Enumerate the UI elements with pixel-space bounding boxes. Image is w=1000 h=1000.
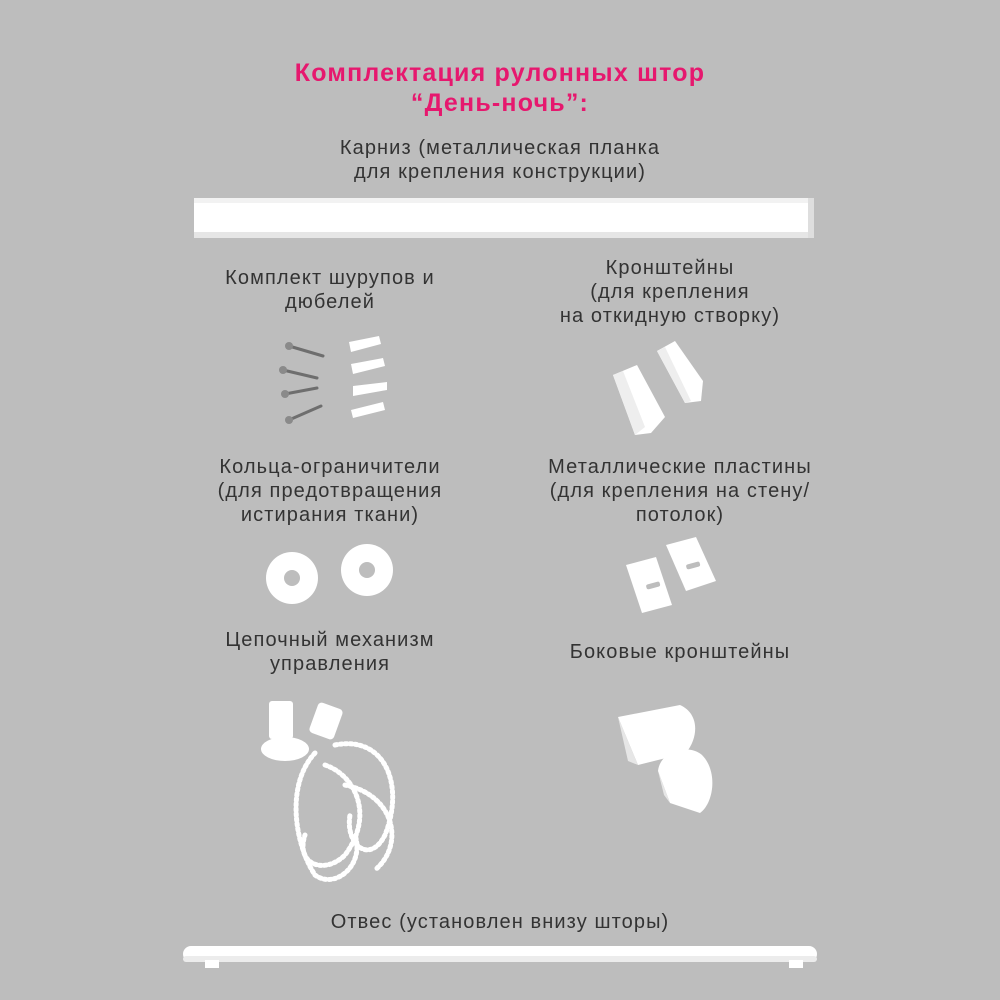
weight-bar-label-line-1: Отвес (установлен внизу шторы) bbox=[330, 911, 670, 933]
metal-plates-illustration bbox=[620, 535, 725, 615]
chain-mechanism-label bbox=[190, 628, 470, 676]
brackets-sash-label-line-1: Кронштейны bbox=[605, 257, 735, 279]
cornice-label-line-2: для крепления конструкции) bbox=[354, 161, 646, 183]
brackets-sash-label-line-3: на откидную створку) bbox=[559, 305, 781, 327]
metal-plates-label-line-1: Металлические пластины bbox=[548, 456, 812, 478]
title-line-1: Комплектация рулонных штор bbox=[294, 59, 706, 87]
screws-dowels-illustration bbox=[275, 330, 405, 430]
screws-label-line-1: Комплект шурупов и bbox=[225, 267, 435, 289]
metal-plates-label bbox=[520, 455, 840, 527]
limit-rings-label bbox=[180, 455, 480, 527]
sash-brackets-illustration bbox=[605, 335, 715, 440]
brackets-sash-label bbox=[530, 256, 810, 328]
brackets-sash-label-line-2: (для крепления bbox=[590, 281, 750, 303]
metal-plates-label-line-3: потолок) bbox=[635, 504, 725, 526]
weight-bar-label bbox=[250, 910, 750, 934]
screws-label bbox=[190, 266, 470, 314]
page-title bbox=[0, 58, 1000, 118]
chain-mechanism-label-line-1: Цепочный механизм bbox=[225, 629, 435, 651]
limit-rings-label-line-3: истирания ткани) bbox=[240, 504, 420, 526]
side-brackets-illustration bbox=[610, 695, 730, 825]
chain-mechanism-label-line-2: управления bbox=[269, 653, 391, 675]
limit-rings-illustration bbox=[262, 540, 402, 610]
side-brackets-label bbox=[540, 640, 820, 664]
limit-rings-label-line-1: Кольца-ограничители bbox=[219, 456, 441, 478]
side-brackets-label-line-1: Боковые кронштейны bbox=[569, 641, 791, 663]
limit-rings-label-line-2: (для предотвращения bbox=[217, 480, 443, 502]
cornice-label-line-1: Карниз (металлическая планка bbox=[339, 137, 661, 159]
screws-label-line-2: дюбелей bbox=[284, 291, 376, 313]
metal-plates-label-line-2: (для крепления на стену/ bbox=[549, 480, 811, 502]
weight-bar-illustration bbox=[175, 938, 825, 974]
cornice-label bbox=[250, 136, 750, 184]
cornice-rail-illustration bbox=[190, 192, 820, 244]
title-line-2: “День-ночь”: bbox=[410, 89, 590, 117]
chain-mechanism-illustration bbox=[255, 695, 435, 895]
